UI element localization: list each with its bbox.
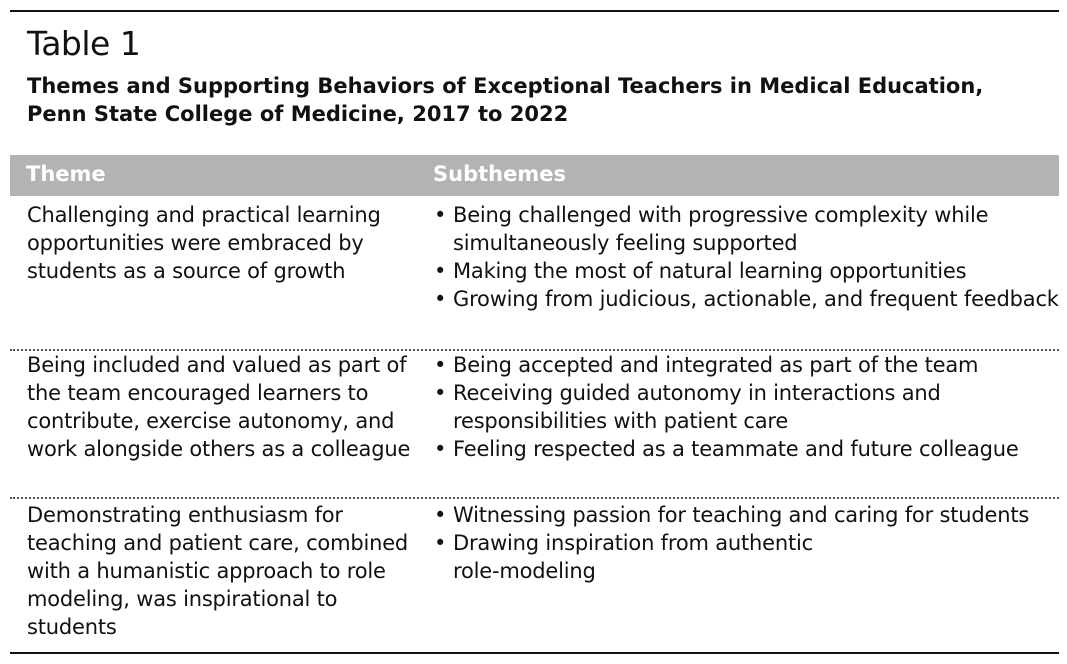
subtheme-list — [434, 501, 1059, 585]
subtheme-list — [434, 351, 1059, 463]
subtheme-text: Being challenged with progressive complexity while simultaneously feeling supported — [453, 203, 989, 255]
bullet-icon: • — [434, 531, 447, 555]
bullet-icon: • — [434, 381, 447, 405]
table-caption: Themes and Supporting Behaviors of Exceptional Teachers in Medical Education, Penn State College of Medicine, 2017 to 2022 — [27, 74, 984, 126]
bullet-icon: • — [434, 259, 447, 283]
subtheme-text: Making the most of natural learning opportunities — [453, 259, 967, 283]
table-row — [10, 351, 1059, 495]
bullet-icon: • — [434, 203, 447, 227]
subtheme-item — [434, 285, 1059, 313]
subtheme-item — [434, 201, 1059, 257]
subtheme-list — [434, 201, 1059, 313]
theme-cell: Demonstrating enthusiasm for teaching and patient care, combined with a humanistic approach to role modeling, was inspirational to students — [27, 503, 409, 639]
bullet-icon: • — [434, 287, 447, 311]
theme-cell: Being included and valued as part of the team encouraged learners to contribute, exercise autonomy, and work alongside others as a colleague — [27, 353, 411, 461]
column-header-theme: Theme — [26, 162, 106, 186]
subtheme-text: Being accepted and integrated as part of the team — [453, 353, 979, 377]
table-row — [10, 201, 1059, 347]
row-divider — [10, 497, 1059, 499]
subtheme-item — [434, 435, 1059, 463]
table-row — [10, 501, 1059, 649]
subtheme-item — [434, 379, 1059, 435]
subtheme-item — [434, 501, 1059, 529]
column-header-subthemes: Subthemes — [433, 162, 566, 186]
subtheme-text: Witnessing passion for teaching and caring for students — [453, 503, 1030, 527]
theme-cell: Challenging and practical learning opportunities were embraced by students as a source of growth — [27, 203, 381, 283]
subtheme-text: Growing from judicious, actionable, and frequent feedback — [453, 287, 1059, 311]
table-label: Table 1 — [27, 24, 141, 63]
subtheme-text: Receiving guided autonomy in interactions and responsibilities with patient care — [453, 381, 941, 433]
subtheme-item — [434, 351, 1059, 379]
table-header — [10, 155, 1059, 196]
table-top-rule — [10, 10, 1059, 12]
subtheme-item — [434, 529, 863, 585]
bullet-icon: • — [434, 353, 447, 377]
table-bottom-rule — [10, 652, 1059, 654]
subtheme-text: Drawing inspiration from authentic role-modeling — [453, 531, 813, 583]
subtheme-item — [434, 257, 1059, 285]
bullet-icon: • — [434, 437, 447, 461]
subtheme-text: Feeling respected as a teammate and future colleague — [453, 437, 1019, 461]
bullet-icon: • — [434, 503, 447, 527]
